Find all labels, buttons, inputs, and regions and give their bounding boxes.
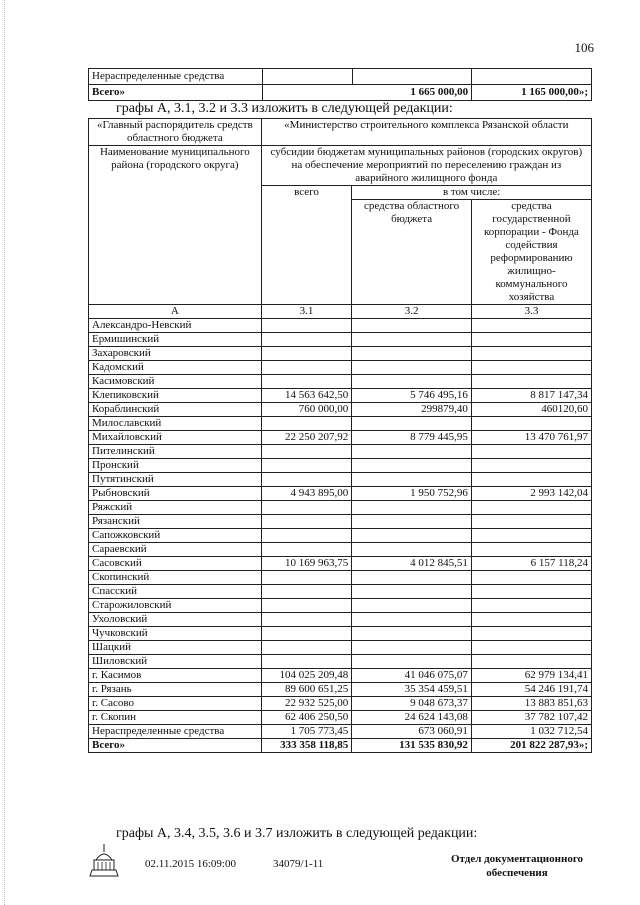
total-value bbox=[261, 529, 352, 543]
fund-value: 1 032 712,54 bbox=[471, 725, 591, 739]
total-value bbox=[261, 613, 352, 627]
district-name: Михайловский bbox=[89, 431, 262, 445]
regional-budget-value bbox=[352, 375, 472, 389]
table-row bbox=[89, 725, 592, 739]
district-name: Кораблинский bbox=[89, 403, 262, 417]
header-cell: «Главный распорядитель средств областного бюджета bbox=[89, 119, 262, 146]
cell-value bbox=[352, 69, 471, 85]
district-name: Александро-Невский bbox=[89, 319, 262, 333]
duma-logo-icon bbox=[86, 840, 122, 880]
district-name: Кадомский bbox=[89, 361, 262, 375]
district-name: Сасовский bbox=[89, 557, 262, 571]
table-row bbox=[89, 487, 592, 501]
fund-value bbox=[471, 375, 591, 389]
fund-value bbox=[471, 655, 591, 669]
subsidy-table bbox=[88, 118, 592, 753]
cell-value: 1 665 000,00 bbox=[262, 85, 471, 101]
fund-value: 6 157 118,24 bbox=[471, 557, 591, 571]
total-value bbox=[261, 347, 352, 361]
code-cell: А bbox=[89, 305, 262, 319]
total-value bbox=[261, 445, 352, 459]
regional-budget-value bbox=[352, 641, 472, 655]
table-row bbox=[89, 389, 592, 403]
row-label: Нераспределенные средства bbox=[89, 69, 263, 85]
fund-value: 13 470 761,97 bbox=[471, 431, 591, 445]
table-row bbox=[89, 431, 592, 445]
total-label: Всего» bbox=[89, 739, 262, 753]
regional-budget-value: 299879,40 bbox=[352, 403, 472, 417]
table-row bbox=[89, 669, 592, 683]
fund-value bbox=[471, 641, 591, 655]
regional-budget-value bbox=[352, 627, 472, 641]
total-value bbox=[261, 515, 352, 529]
total-value: 62 406 250,50 bbox=[261, 711, 352, 725]
district-name: Клепиковский bbox=[89, 389, 262, 403]
district-name: Спасский bbox=[89, 585, 262, 599]
header-cell: в том числе: bbox=[352, 186, 592, 200]
total-value bbox=[261, 473, 352, 487]
table-row bbox=[89, 655, 592, 669]
district-name: Ряжский bbox=[89, 501, 262, 515]
header-cell: всего bbox=[261, 186, 352, 305]
table-row bbox=[89, 445, 592, 459]
table-row bbox=[89, 627, 592, 641]
fund-value bbox=[471, 571, 591, 585]
header-cell: субсидии бюджетам муниципальных районов (городских округов) на обеспечение мероприятий по переселению граждан из аварийного жилищного фонда bbox=[261, 146, 591, 186]
fund-value bbox=[471, 473, 591, 487]
code-cell: 3.3 bbox=[471, 305, 591, 319]
fund-value bbox=[471, 333, 591, 347]
table-row bbox=[89, 69, 592, 85]
previous-table-tail bbox=[88, 68, 592, 101]
district-name: Пителинский bbox=[89, 445, 262, 459]
table-code-row bbox=[89, 305, 592, 319]
total-value bbox=[261, 417, 352, 431]
total-value bbox=[261, 641, 352, 655]
fund-value bbox=[471, 543, 591, 557]
total-value bbox=[261, 599, 352, 613]
regional-budget-value bbox=[352, 445, 472, 459]
table-row bbox=[89, 557, 592, 571]
regional-budget-value bbox=[352, 501, 472, 515]
header-cell: «Министерство строительного комплекса Рязанской области bbox=[261, 119, 591, 146]
district-name: Старожиловский bbox=[89, 599, 262, 613]
regional-budget-value bbox=[352, 361, 472, 375]
total-value: 22 932 525,00 bbox=[261, 697, 352, 711]
district-name: г. Рязань bbox=[89, 683, 262, 697]
table-row bbox=[89, 361, 592, 375]
district-name: Рыбновский bbox=[89, 487, 262, 501]
regional-budget-value bbox=[352, 515, 472, 529]
regional-budget-value bbox=[352, 599, 472, 613]
total-row bbox=[89, 739, 592, 753]
cell-value bbox=[262, 69, 352, 85]
fund-value bbox=[471, 459, 591, 473]
total-value bbox=[261, 361, 352, 375]
table-row bbox=[89, 543, 592, 557]
district-name: Сараевский bbox=[89, 543, 262, 557]
district-name: Нераспределенные средства bbox=[89, 725, 262, 739]
fund-value bbox=[471, 585, 591, 599]
total-value bbox=[261, 543, 352, 557]
cell-value bbox=[472, 69, 592, 85]
total-value: 4 943 895,00 bbox=[261, 487, 352, 501]
table-header-row bbox=[89, 146, 592, 186]
regional-budget-value bbox=[352, 529, 472, 543]
fund-value: 13 883 851,63 bbox=[471, 697, 591, 711]
district-name: г. Касимов bbox=[89, 669, 262, 683]
total-value bbox=[261, 585, 352, 599]
code-cell: 3.1 bbox=[261, 305, 352, 319]
regional-budget-value: 9 048 673,37 bbox=[352, 697, 472, 711]
regional-budget-value bbox=[352, 585, 472, 599]
table-row bbox=[89, 85, 592, 101]
regional-budget-value: 4 012 845,51 bbox=[352, 557, 472, 571]
total-value: 14 563 642,50 bbox=[261, 389, 352, 403]
fund-value: 460120,60 bbox=[471, 403, 591, 417]
table-row bbox=[89, 501, 592, 515]
row-label: Всего» bbox=[89, 85, 263, 101]
fund-value bbox=[471, 445, 591, 459]
code-cell: 3.2 bbox=[352, 305, 472, 319]
total-value bbox=[261, 319, 352, 333]
total-value: 333 358 118,85 bbox=[261, 739, 352, 753]
fund-value bbox=[471, 361, 591, 375]
total-value: 104 025 209,48 bbox=[261, 669, 352, 683]
total-value bbox=[261, 375, 352, 389]
table-row bbox=[89, 585, 592, 599]
fund-value bbox=[471, 417, 591, 431]
table-row bbox=[89, 571, 592, 585]
district-name: Ухоловский bbox=[89, 613, 262, 627]
total-value: 201 822 287,93»; bbox=[471, 739, 591, 753]
district-name: Пронский bbox=[89, 459, 262, 473]
total-value bbox=[261, 459, 352, 473]
scan-edge bbox=[4, 0, 6, 905]
district-name: Захаровский bbox=[89, 347, 262, 361]
fund-value bbox=[471, 347, 591, 361]
district-name: Милославский bbox=[89, 417, 262, 431]
regional-budget-value bbox=[352, 613, 472, 627]
regional-budget-value: 8 779 445,95 bbox=[352, 431, 472, 445]
regional-budget-value: 41 046 075,07 bbox=[352, 669, 472, 683]
table-row bbox=[89, 375, 592, 389]
table-row bbox=[89, 459, 592, 473]
table-body bbox=[89, 319, 592, 739]
fund-value bbox=[471, 501, 591, 515]
district-name: г. Скопин bbox=[89, 711, 262, 725]
fund-value bbox=[471, 529, 591, 543]
regional-budget-value bbox=[352, 459, 472, 473]
regional-budget-value bbox=[352, 473, 472, 487]
total-value: 10 169 963,75 bbox=[261, 557, 352, 571]
district-name: Чучковский bbox=[89, 627, 262, 641]
fund-value: 62 979 134,41 bbox=[471, 669, 591, 683]
district-name: Путятинский bbox=[89, 473, 262, 487]
table-row bbox=[89, 347, 592, 361]
regional-budget-value bbox=[352, 571, 472, 585]
fund-value bbox=[471, 613, 591, 627]
table-row bbox=[89, 641, 592, 655]
regional-budget-value bbox=[352, 417, 472, 431]
district-name: г. Сасово bbox=[89, 697, 262, 711]
fund-value: 54 246 191,74 bbox=[471, 683, 591, 697]
total-value bbox=[261, 627, 352, 641]
total-value: 131 535 830,92 bbox=[352, 739, 472, 753]
header-cell: средства областного бюджета bbox=[352, 200, 472, 305]
district-name: Касимовский bbox=[89, 375, 262, 389]
table-header-row bbox=[89, 119, 592, 146]
regional-budget-value: 673 060,91 bbox=[352, 725, 472, 739]
fund-value bbox=[471, 599, 591, 613]
table-row bbox=[89, 529, 592, 543]
footer-date: 02.11.2015 16:09:00 bbox=[145, 858, 236, 870]
fund-value bbox=[471, 627, 591, 641]
total-value: 760 000,00 bbox=[261, 403, 352, 417]
fund-value: 2 993 142,04 bbox=[471, 487, 591, 501]
total-value bbox=[261, 655, 352, 669]
cell-value: 1 165 000,00»; bbox=[472, 85, 592, 101]
table-row bbox=[89, 417, 592, 431]
total-value: 1 705 773,45 bbox=[261, 725, 352, 739]
regional-budget-value: 5 746 495,16 bbox=[352, 389, 472, 403]
table-row bbox=[89, 473, 592, 487]
table-row bbox=[89, 599, 592, 613]
regional-budget-value bbox=[352, 347, 472, 361]
page-number: 106 bbox=[574, 40, 594, 55]
table-row bbox=[89, 319, 592, 333]
table-row bbox=[89, 333, 592, 347]
total-value bbox=[261, 571, 352, 585]
district-name: Ермишинский bbox=[89, 333, 262, 347]
regional-budget-value: 1 950 752,96 bbox=[352, 487, 472, 501]
total-value bbox=[261, 501, 352, 515]
district-name: Шацкий bbox=[89, 641, 262, 655]
header-cell: Наименование муниципального района (городского округа) bbox=[89, 146, 262, 305]
fund-value: 37 782 107,42 bbox=[471, 711, 591, 725]
fund-value: 8 817 147,34 bbox=[471, 389, 591, 403]
regional-budget-value bbox=[352, 319, 472, 333]
regional-budget-value bbox=[352, 333, 472, 347]
instruction-text: графы А, 3.4, 3.5, 3.6 и 3.7 изложить в следующей редакции: bbox=[116, 826, 478, 841]
total-value: 22 250 207,92 bbox=[261, 431, 352, 445]
instruction-text: графы А, 3.1, 3.2 и 3.3 изложить в следующей редакции: bbox=[116, 101, 453, 116]
regional-budget-value bbox=[352, 543, 472, 557]
district-name: Сапожковский bbox=[89, 529, 262, 543]
total-value: 89 600 651,25 bbox=[261, 683, 352, 697]
footer-code: 34079/1-11 bbox=[273, 858, 324, 870]
district-name: Рязанский bbox=[89, 515, 262, 529]
regional-budget-value bbox=[352, 655, 472, 669]
header-cell: средства государственной корпорации - Фонда содействия реформированию жилищно-коммунального хозяйства bbox=[471, 200, 591, 305]
total-value bbox=[261, 333, 352, 347]
regional-budget-value: 24 624 143,08 bbox=[352, 711, 472, 725]
table-row bbox=[89, 683, 592, 697]
fund-value bbox=[471, 515, 591, 529]
footer-department: Отдел документационного обеспечения bbox=[450, 853, 584, 879]
district-name: Скопинский bbox=[89, 571, 262, 585]
table-row bbox=[89, 515, 592, 529]
table-row bbox=[89, 403, 592, 417]
table-row bbox=[89, 613, 592, 627]
table-row bbox=[89, 711, 592, 725]
table-row bbox=[89, 697, 592, 711]
district-name: Шиловский bbox=[89, 655, 262, 669]
fund-value bbox=[471, 319, 591, 333]
regional-budget-value: 35 354 459,51 bbox=[352, 683, 472, 697]
